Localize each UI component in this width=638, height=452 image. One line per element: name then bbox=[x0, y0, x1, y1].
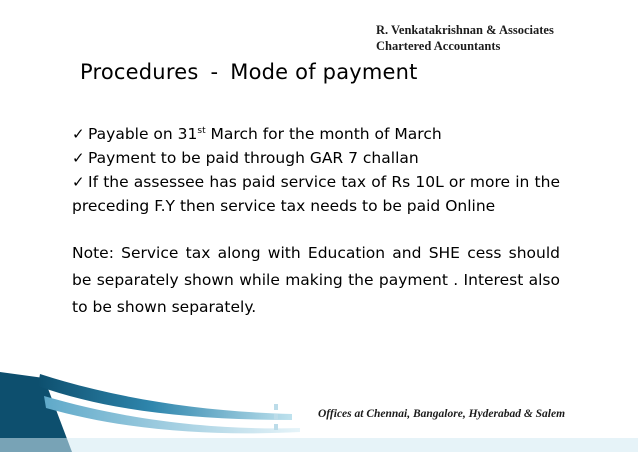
bullet-text: If the assessee has paid service tax of Rs 10L or more in the preceding F.Y then service tax needs to be paid Online bbox=[72, 173, 560, 215]
firm-header bbox=[376, 22, 554, 54]
bullet-item bbox=[72, 170, 560, 218]
note-paragraph: Note: Service tax along with Education and SHE cess should be separately shown while making the payment . Interest also to be shown separately. bbox=[72, 244, 560, 316]
checkmark-icon: ✓ bbox=[72, 173, 85, 191]
slide-content bbox=[72, 122, 560, 321]
bullet-text: Payment to be paid through GAR 7 challan bbox=[88, 149, 419, 167]
title-left: Procedures bbox=[80, 60, 199, 84]
bullet-item bbox=[72, 122, 560, 146]
bullet-item bbox=[72, 146, 560, 170]
checkmark-icon: ✓ bbox=[72, 149, 85, 167]
title-right: Mode of payment bbox=[230, 60, 418, 84]
checkmark-icon: ✓ bbox=[72, 125, 85, 143]
slide-title bbox=[80, 60, 418, 84]
bullet-text: March for the month of March bbox=[205, 125, 442, 143]
footer-offices: Offices at Chennai, Bangalore, Hyderabad & Salem bbox=[318, 408, 566, 420]
firm-name: R. Venkatakrishnan & Associates bbox=[376, 23, 554, 37]
firm-subtitle: Chartered Accountants bbox=[376, 39, 501, 53]
ordinal-superscript: st bbox=[197, 125, 206, 136]
title-dash: - bbox=[210, 60, 219, 84]
bullet-text: Payable on 31 bbox=[88, 125, 198, 143]
